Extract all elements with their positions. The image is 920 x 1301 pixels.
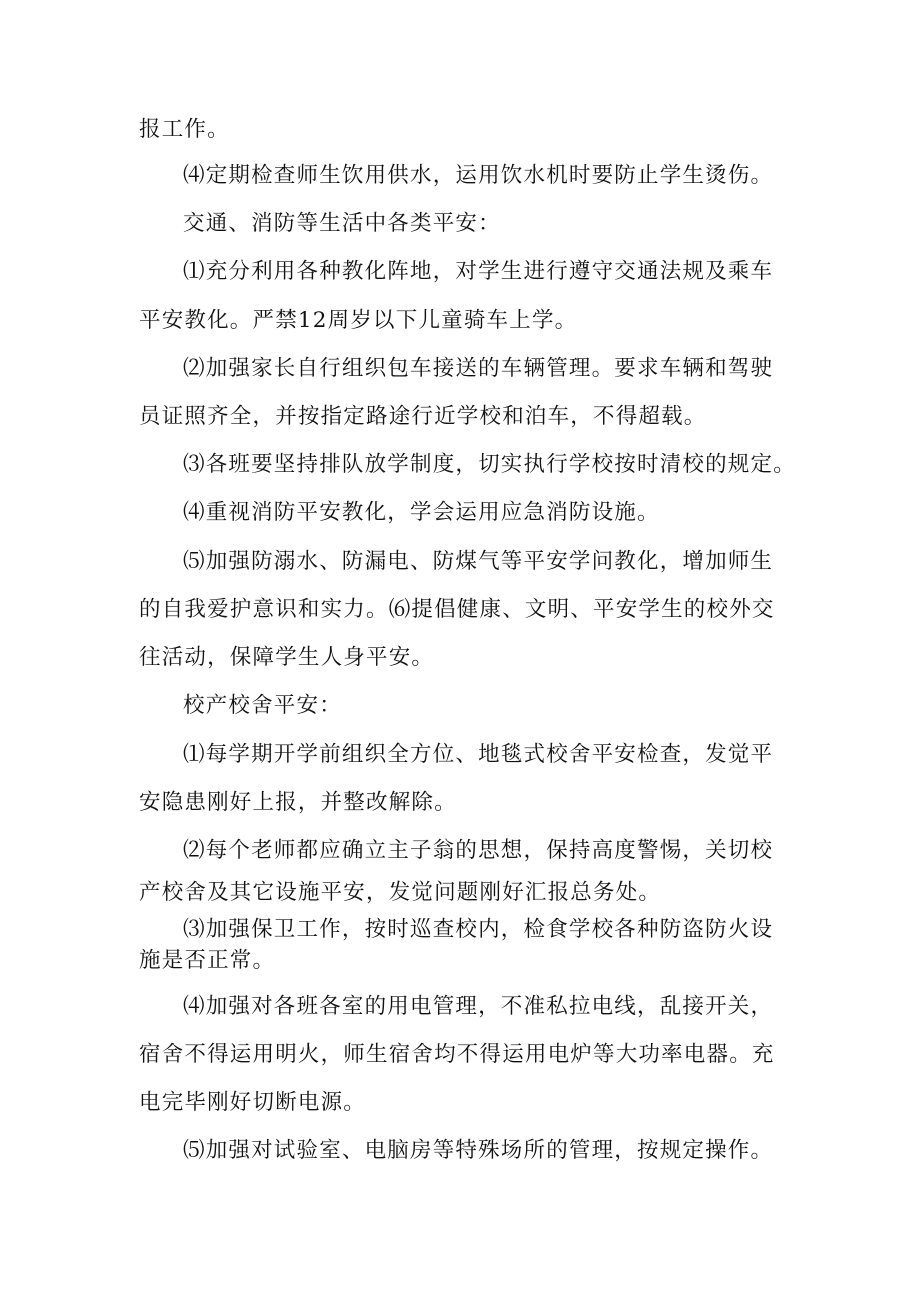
text-line-2: ⑷定期检查师生饮用供水，运用饮水机时要防止学生烫伤。	[183, 163, 774, 188]
text-line-8: ⑶各班要坚持排队放学制度，切实执行学校按时清校的规定。	[183, 452, 796, 477]
text-line-19: 施是否正常。	[139, 948, 276, 973]
text-line-14: ⑴每学期开学前组织全方位、地毯式校舍平安检查，发觉平	[183, 742, 774, 767]
text-line-11: 的自我爱护意识和实力。⑹提倡健康、文明、平安学生的校外交	[139, 597, 775, 622]
text-line-1: 报工作。	[139, 117, 230, 142]
text-line-15: 安隐患刚好上报，并整改解除。	[139, 790, 457, 815]
text-line-10: ⑸加强防溺水、防漏电、防煤气等平安学问教化，增加师生	[183, 549, 774, 574]
text-line-18: ⑶加强保卫工作，按时巡查校内，检食学校各种防盗防火设	[183, 917, 774, 942]
text-line-21: 宿舍不得运用明火，师生宿舍均不得运用电炉等大功率电器。充	[139, 1042, 775, 1067]
text-line-5: 平安教化。严禁12周岁以下儿童骑车上学。	[139, 308, 578, 333]
text-line-4: ⑴充分利用各种教化阵地，对学生进行遵守交通法规及乘车	[183, 259, 774, 284]
text-line-6: ⑵加强家长自行组织包车接送的车辆管理。要求车辆和驾驶	[183, 356, 774, 381]
text-line-12: 往活动，保障学生人身平安。	[139, 645, 435, 670]
text-line-23: ⑸加强对试验室、电脑房等特殊场所的管理，按规定操作。	[183, 1138, 774, 1163]
text-line-22: 电完毕刚好切断电源。	[139, 1090, 367, 1115]
section-heading-traffic: 交通、消防等生活中各类平安：	[183, 211, 501, 236]
text-line-20: ⑷加强对各班各室的用电管理，不准私拉电线，乱接开关，	[183, 994, 774, 1019]
text-line-7: 员证照齐全，并按指定路途行近学校和泊车，不得超载。	[139, 404, 707, 429]
text-line-17: 产校舍及其它设施平安，发觉问题刚好汇报总务处。	[139, 880, 662, 905]
text-line-9: ⑷重视消防平安教化，学会运用应急消防设施。	[183, 500, 660, 525]
text-line-16: ⑵每个老师都应确立主子翁的思想，保持高度警惕，关切校	[183, 838, 774, 863]
section-heading-campus: 校产校舍平安：	[183, 693, 342, 718]
